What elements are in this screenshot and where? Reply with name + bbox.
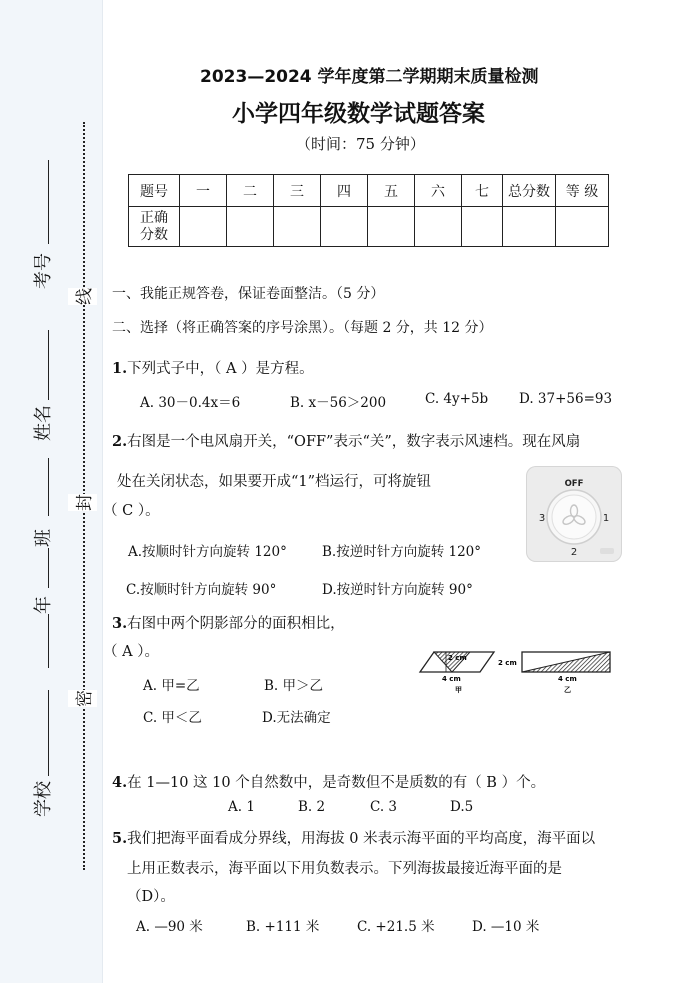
score-cell[interactable]: [180, 207, 227, 247]
score-row-label-a: 正确: [140, 209, 168, 226]
question-5-answer: （D）。: [127, 889, 175, 905]
q5-option-d[interactable]: D. —10 米: [472, 919, 540, 935]
shaded-area-figure: [418, 646, 618, 696]
fan-dial-3-label: 3: [538, 513, 546, 524]
score-cell[interactable]: [321, 207, 368, 247]
exam-number-blank[interactable]: [48, 160, 49, 244]
score-cell[interactable]: [368, 207, 415, 247]
question-4-text: 在 1—10 这 10 个自然数中，是奇数但不是质数的有（ B ）个。: [127, 775, 546, 791]
question-1-number: 1.: [112, 360, 128, 377]
score-table: [128, 174, 609, 247]
q4-option-d[interactable]: D.5: [450, 799, 474, 815]
q4-option-a[interactable]: A. 1: [228, 799, 255, 815]
figure-yi-height: 2 cm: [498, 659, 517, 667]
score-table-header-cell: 一: [180, 175, 227, 207]
question-1: [112, 357, 314, 378]
exam-number-label: 考号: [33, 253, 54, 289]
score-table-header-cell: 五: [368, 175, 415, 207]
question-5-number: 5.: [112, 830, 128, 847]
section-two-heading: 二、选择（将正确答案的序号涂黑）。（每题 2 分，共 12 分）: [112, 320, 493, 336]
score-table-header-cell: 三: [274, 175, 321, 207]
score-cell[interactable]: [556, 207, 609, 247]
score-table-header-cell: 六: [415, 175, 462, 207]
score-table-header-cell: 二: [227, 175, 274, 207]
question-2-number: 2.: [112, 433, 128, 450]
seal-char-feng: 封: [68, 494, 97, 511]
class-blank[interactable]: [48, 458, 49, 516]
figure-jia-height: 2 cm: [448, 654, 467, 662]
figure-yi-base: 4 cm: [558, 675, 577, 683]
question-2-text-1: 右图是一个电风扇开关，“OFF”表示“关”，数字表示风速档。现在风扇: [127, 434, 581, 450]
question-3: [112, 612, 345, 633]
q1-option-d[interactable]: D. 37+56=93: [519, 391, 613, 407]
score-table-header-cell: 总分数: [503, 175, 556, 207]
question-2: [112, 430, 580, 451]
q5-option-b[interactable]: B. +111 米: [246, 919, 320, 935]
q5-option-a[interactable]: A. —90 米: [136, 919, 203, 935]
figure-yi-name: 乙: [564, 686, 571, 694]
score-cell[interactable]: [415, 207, 462, 247]
class-label: 班: [33, 529, 54, 547]
question-5: [112, 827, 595, 848]
question-2-text-2: 处在关闭状态，如果要开成“1”档运行，可将旋钮: [117, 474, 432, 490]
question-4: [112, 771, 545, 792]
seal-char-mi: 密: [68, 690, 97, 707]
question-3-answer: （ A ）。: [103, 644, 159, 660]
score-cell[interactable]: [462, 207, 503, 247]
question-5-text-1: 我们把海平面看成分界线，用海拔 0 米表示海平面的平均高度，海平面以: [127, 831, 596, 847]
q3-option-d[interactable]: D.无法确定: [262, 710, 331, 726]
exam-term-title: 2023—2024 学年度第二学期期末质量检测: [200, 67, 539, 87]
q4-option-c[interactable]: C. 3: [370, 799, 398, 815]
fan-dial-off-label: OFF: [564, 479, 584, 489]
score-table-row-label: [129, 207, 180, 247]
fan-switch-image: [526, 466, 622, 562]
grade-label: 年: [33, 596, 54, 614]
fan-dial-2-label: 2: [570, 547, 578, 558]
question-3-number: 3.: [112, 615, 128, 632]
figure-jia: [420, 652, 494, 694]
q3-option-a[interactable]: A. 甲=乙: [143, 678, 200, 694]
binding-margin: [0, 0, 103, 983]
q4-option-b[interactable]: B. 2: [298, 799, 326, 815]
q1-option-b[interactable]: B. x－56＞200: [290, 395, 387, 411]
exam-duration: （时间：75 分钟）: [296, 135, 425, 153]
q5-option-c[interactable]: C. +21.5 米: [357, 919, 435, 935]
question-3-text: 右图中两个阴影部分的面积相比，: [127, 616, 345, 632]
name-blank[interactable]: [48, 330, 49, 400]
exam-title: 小学四年级数学试题答案: [232, 101, 485, 127]
score-cell[interactable]: [503, 207, 556, 247]
q2-option-a[interactable]: A.按顺时针方向旋转 120°: [128, 544, 287, 560]
school-label: 学校: [33, 781, 54, 817]
q3-option-c[interactable]: C. 甲＜乙: [143, 710, 202, 726]
q1-option-c[interactable]: C. 4y+5b: [425, 391, 489, 407]
q1-option-a[interactable]: A. 30－0.4x＝6: [140, 395, 241, 411]
score-cell[interactable]: [227, 207, 274, 247]
grade-blank[interactable]: [48, 548, 49, 588]
score-row-label-b: 分数: [140, 226, 168, 243]
figure-yi: [498, 652, 610, 694]
question-4-number: 4.: [112, 774, 128, 791]
q2-option-b[interactable]: B.按逆时针方向旋转 120°: [322, 544, 482, 560]
school-blank[interactable]: [48, 690, 49, 776]
question-2-answer: （ C ）。: [103, 503, 160, 519]
fan-dial-icon: [526, 466, 622, 562]
q2-option-d[interactable]: D.按逆时针方向旋转 90°: [322, 582, 473, 598]
question-1-text: 下列式子中，（ A ）是方程。: [127, 361, 314, 377]
score-table-header-cell: 等 级: [556, 175, 609, 207]
score-table-header-cell: 七: [462, 175, 503, 207]
name-label: 姓名: [33, 405, 54, 441]
grade-blank-2[interactable]: [48, 614, 49, 668]
score-cell[interactable]: [274, 207, 321, 247]
figure-jia-base: 4 cm: [442, 675, 461, 683]
score-table-header-cell: 题号: [129, 175, 180, 207]
section-one-heading: 一、我能正规答卷，保证卷面整洁。（5 分）: [112, 286, 385, 302]
fan-dial-1-label: 1: [602, 513, 610, 524]
q3-option-b[interactable]: B. 甲＞乙: [264, 678, 324, 694]
question-5-text-2: 上用正数表示，海平面以下用负数表示。下列海拔最接近海平面的是: [127, 861, 562, 877]
seal-char-xian: 线: [68, 288, 97, 305]
figure-jia-name: 甲: [455, 686, 462, 694]
q2-option-c[interactable]: C.按顺时针方向旋转 90°: [126, 582, 277, 598]
score-table-header-cell: 四: [321, 175, 368, 207]
